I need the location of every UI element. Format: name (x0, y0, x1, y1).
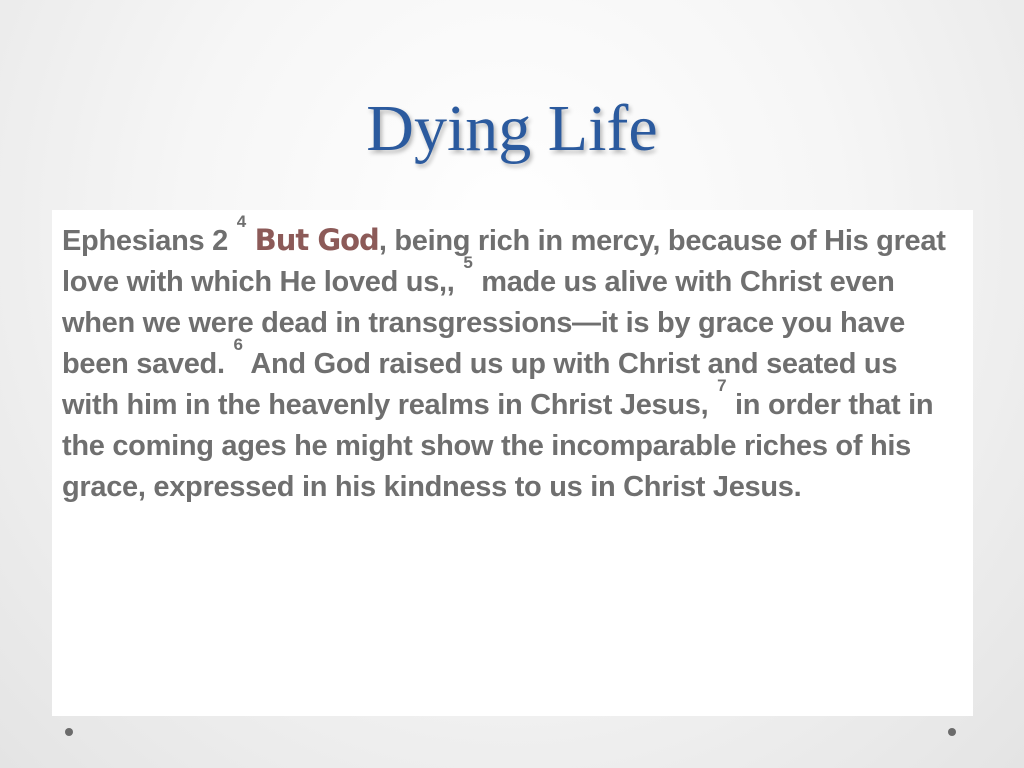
decorative-dot-right (948, 728, 956, 736)
passage-segment-2: made us alive with Christ even when we were dead in transgressions—it is by grace you have been saved. (62, 266, 905, 380)
scripture-passage (62, 212, 955, 508)
verse-number-7: 7 (717, 376, 727, 396)
content-box (52, 210, 973, 716)
decorative-dot-left (65, 728, 73, 736)
highlighted-phrase: But God (254, 223, 379, 257)
verse-number-6: 6 (233, 335, 243, 355)
passage-segment-4: in order that in the coming ages he might show the incomparable riches of his grace, expressed in his kindness to us in Christ Jesus. (62, 389, 934, 503)
passage-segment-3: And God raised us up with Christ and seated us with him in the heavenly realms in Christ Jesus, (62, 348, 898, 421)
passage-segment-1: , being rich in mercy, because of His great love with which He loved us,, (62, 225, 946, 298)
verse-number-5: 5 (463, 253, 473, 273)
scripture-reference: Ephesians 2 (62, 225, 236, 257)
verse-number-4: 4 (236, 212, 246, 232)
slide-title: Dying Life (366, 92, 658, 165)
